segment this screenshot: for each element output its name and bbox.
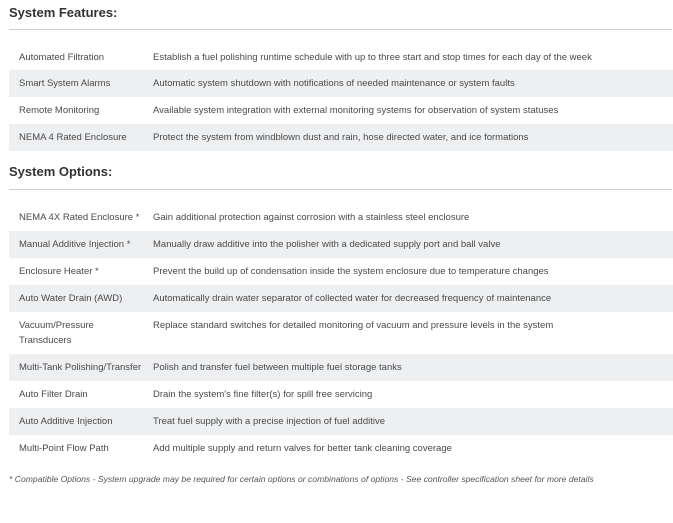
option-description: Replace standard switches for detailed monitoring of vacuum and pressure levels in the system [153, 320, 554, 331]
option-name: Multi-Point Flow Path [19, 443, 109, 454]
table-row [9, 97, 673, 124]
table-row [9, 258, 673, 285]
option-name: Vacuum/Pressure Transducers [19, 320, 94, 346]
table-row [9, 204, 673, 231]
feature-description: Available system integration with external monitoring systems for observation of system statuses [153, 105, 559, 116]
feature-name: Automated Filtration [19, 51, 105, 63]
feature-description: Automatic system shutdown with notifications of needed maintenance or system faults [153, 78, 515, 89]
option-name: Enclosure Heater * [19, 266, 99, 277]
options-divider [9, 189, 672, 190]
options-heading: System Options: [9, 164, 113, 179]
table-row [9, 231, 673, 258]
table-row [9, 70, 673, 97]
feature-description: Establish a fuel polishing runtime schedule with up to three start and stop times for each day of the week [153, 51, 592, 63]
compatibility-footnote: * Compatible Options - System upgrade may be required for certain options or combinations of options - See controller specification sheet for more details [9, 474, 594, 484]
table-row [9, 381, 673, 408]
option-name: Auto Filter Drain [19, 389, 88, 400]
option-name: Multi-Tank Polishing/Transfer [19, 362, 142, 373]
option-name: NEMA 4X Rated Enclosure * [19, 212, 140, 223]
option-name: Auto Water Drain (AWD) [19, 293, 123, 304]
option-name: Auto Additive Injection [19, 416, 113, 427]
feature-description: Protect the system from windblown dust and rain, hose directed water, and ice formations [153, 132, 529, 143]
option-description: Gain additional protection against corrosion with a stainless steel enclosure [153, 212, 470, 223]
table-row [9, 124, 673, 151]
option-name: Manual Additive Injection * [19, 239, 131, 250]
feature-name: Smart System Alarms [19, 78, 111, 89]
option-description: Drain the system's fine filter(s) for spill free servicing [153, 389, 373, 400]
feature-name: NEMA 4 Rated Enclosure [19, 132, 127, 143]
option-description: Add multiple supply and return valves for better tank cleaning coverage [153, 443, 452, 454]
options-table [9, 204, 673, 462]
table-row [9, 285, 673, 312]
table-row [9, 408, 673, 435]
table-row [9, 312, 673, 354]
features-divider [9, 29, 672, 30]
table-row [9, 354, 673, 381]
option-description: Manually draw additive into the polisher with a dedicated supply port and ball valve [153, 239, 501, 250]
option-description: Polish and transfer fuel between multiple fuel storage tanks [153, 362, 402, 373]
option-description: Prevent the build up of condensation inside the system enclosure due to temperature changes [153, 266, 549, 277]
table-row [9, 44, 673, 70]
features-heading: System Features: [9, 5, 118, 20]
features-table [9, 44, 673, 151]
table-row [9, 435, 673, 462]
feature-name: Remote Monitoring [19, 105, 100, 116]
option-description: Treat fuel supply with a precise injection of fuel additive [153, 416, 385, 427]
option-description: Automatically drain water separator of collected water for decreased frequency of maintenance [153, 293, 552, 304]
